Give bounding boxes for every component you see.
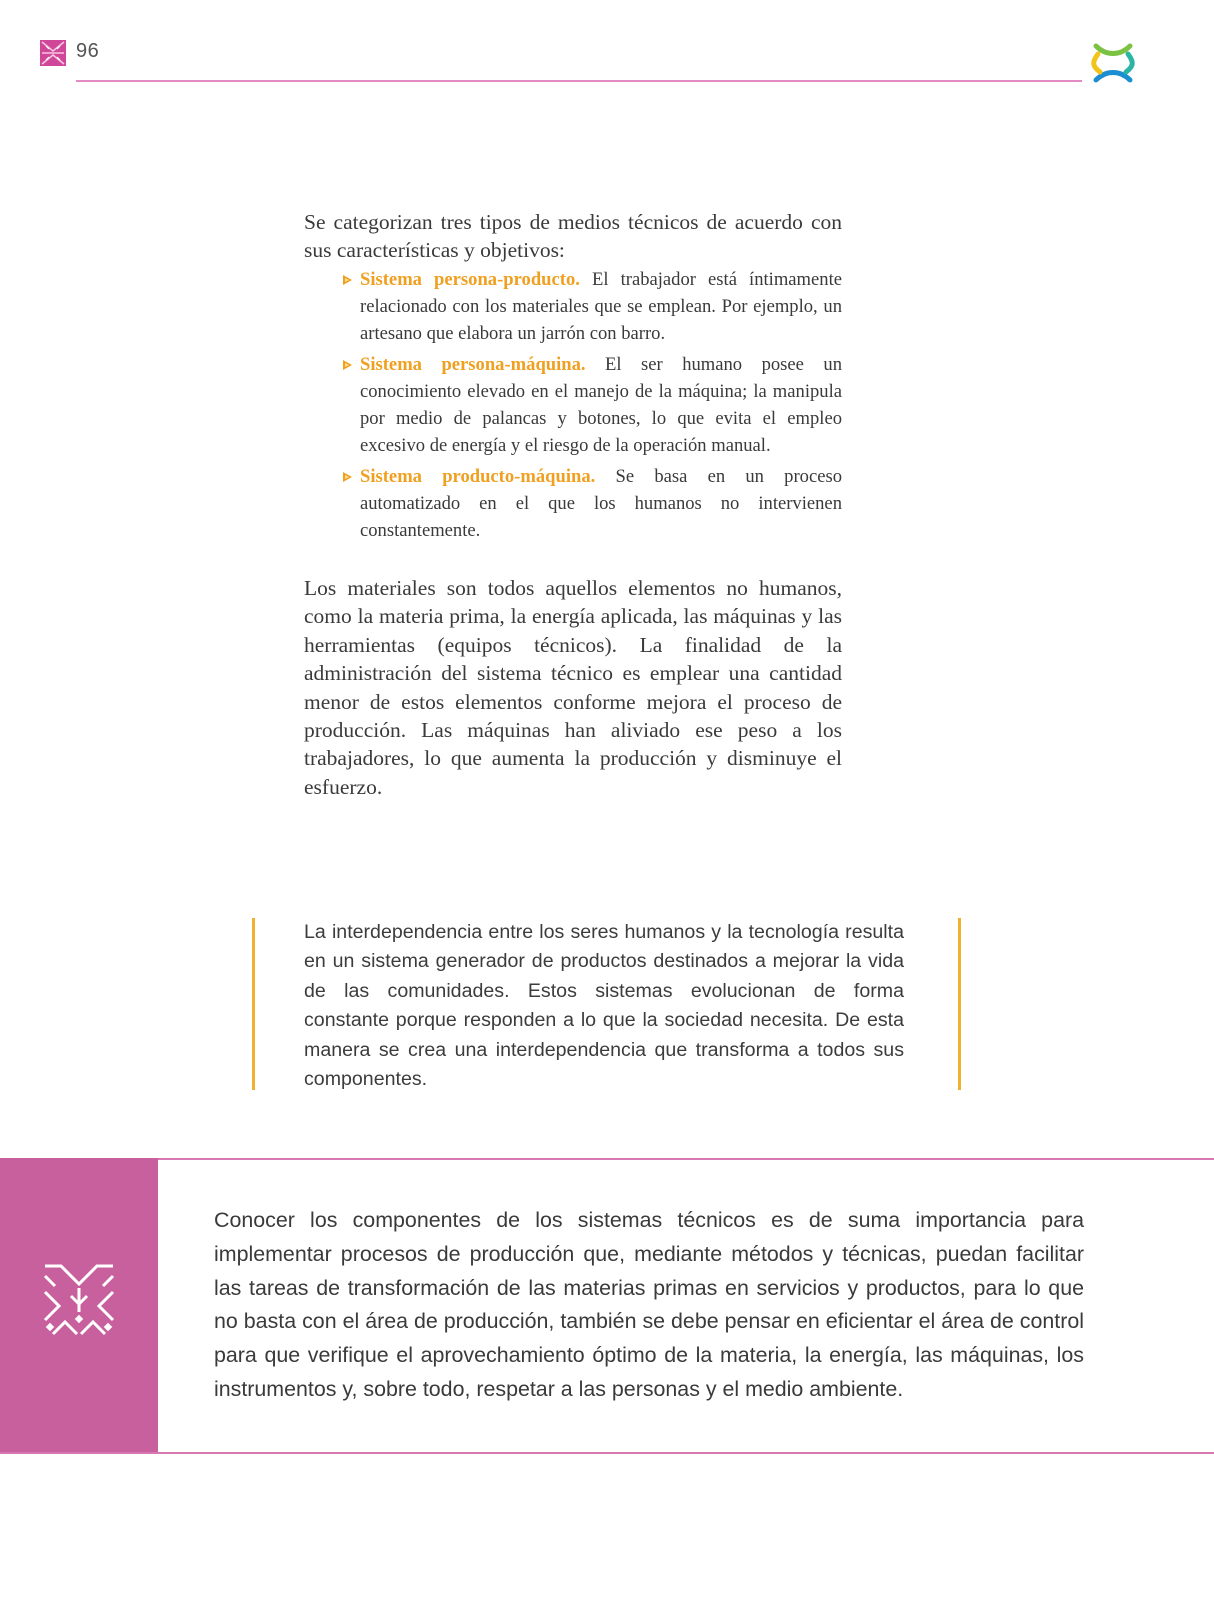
logo-icon <box>1090 40 1136 86</box>
page-header <box>0 0 1214 100</box>
box-rule-top <box>0 1158 1214 1160</box>
intro-paragraph: Se categorizan tres tipos de medios técnicos de acuerdo con sus características y objetivos: <box>304 210 842 262</box>
triangle-bullet-icon <box>342 359 353 371</box>
bullet-list <box>304 266 842 544</box>
box-side-panel <box>0 1158 158 1454</box>
list-item <box>360 351 842 459</box>
summary-box <box>0 1158 1214 1454</box>
quote-text: La interdependencia entre los seres humanos y la tecnología resulta en un sistema generador de productos destinados a mejorar la vida de las comunidades. Estos sistemas evolucionan de forma constante porque responden a lo que la sociedad necesita. De esta manera se crea una interdependencia que transforma a todos sus componentes. <box>304 921 904 1091</box>
pattern-icon <box>41 1262 117 1338</box>
bullet-term: Sistema persona-máquina. <box>360 354 586 375</box>
bullet-term: Sistema producto-máquina. <box>360 466 596 487</box>
main-text <box>304 208 842 801</box>
list-item <box>360 463 842 544</box>
header-rule <box>76 80 1082 82</box>
bullet-text: El ser humano posee un conocimiento elevado en el manejo de la máquina; la manipula por medio de palancas y botones, lo que evita el empleo excesivo de energía y el riesgo de la operación manual. <box>360 354 842 456</box>
pull-quote <box>252 918 962 1090</box>
bullet-term: Sistema persona-producto. <box>360 269 580 290</box>
quote-bar-right <box>958 918 961 1090</box>
bullet-text: El trabajador está íntimamente relacionado con los materiales que se emplean. Por ejemplo, un artesano que elabora un jarrón con barro. <box>360 269 842 344</box>
list-item <box>360 266 842 347</box>
bullet-text: Se basa en un proceso automatizado en el que los humanos no intervienen constantemente. <box>360 466 843 541</box>
materials-paragraph: Los materiales son todos aquellos elementos no humanos, como la materia prima, la energía aplicada, las máquinas y las herramientas (equipos técnicos). La finalidad de la administración del sistema técnico es emplear una cantidad menor de estos elementos conforme mejora el proceso de producción. Las máquinas han aliviado ese peso a los trabajadores, lo que aumenta la producción y disminuye el esfuerzo. <box>304 576 842 799</box>
triangle-bullet-icon <box>342 471 353 483</box>
quote-bar-left <box>252 918 255 1090</box>
page-number: 96 <box>76 40 100 62</box>
triangle-bullet-icon <box>342 274 353 286</box>
pattern-icon <box>40 40 66 66</box>
box-rule-bottom <box>0 1452 1214 1454</box>
summary-text: Conocer los componentes de los sistemas técnicos es de suma importancia para implementar procesos de producción que, mediante métodos y técnicas, puedan facilitar las tareas de transformación de las materias primas en servicios y productos, para lo que no basta con el área de producción, también se debe pensar en eficientar el área de control para que verifique el aprovechamiento óptimo de la materia, la energía, las máquinas, los instrumentos y, sobre todo, respetar a las personas y el medio ambiente. <box>214 1208 1084 1401</box>
